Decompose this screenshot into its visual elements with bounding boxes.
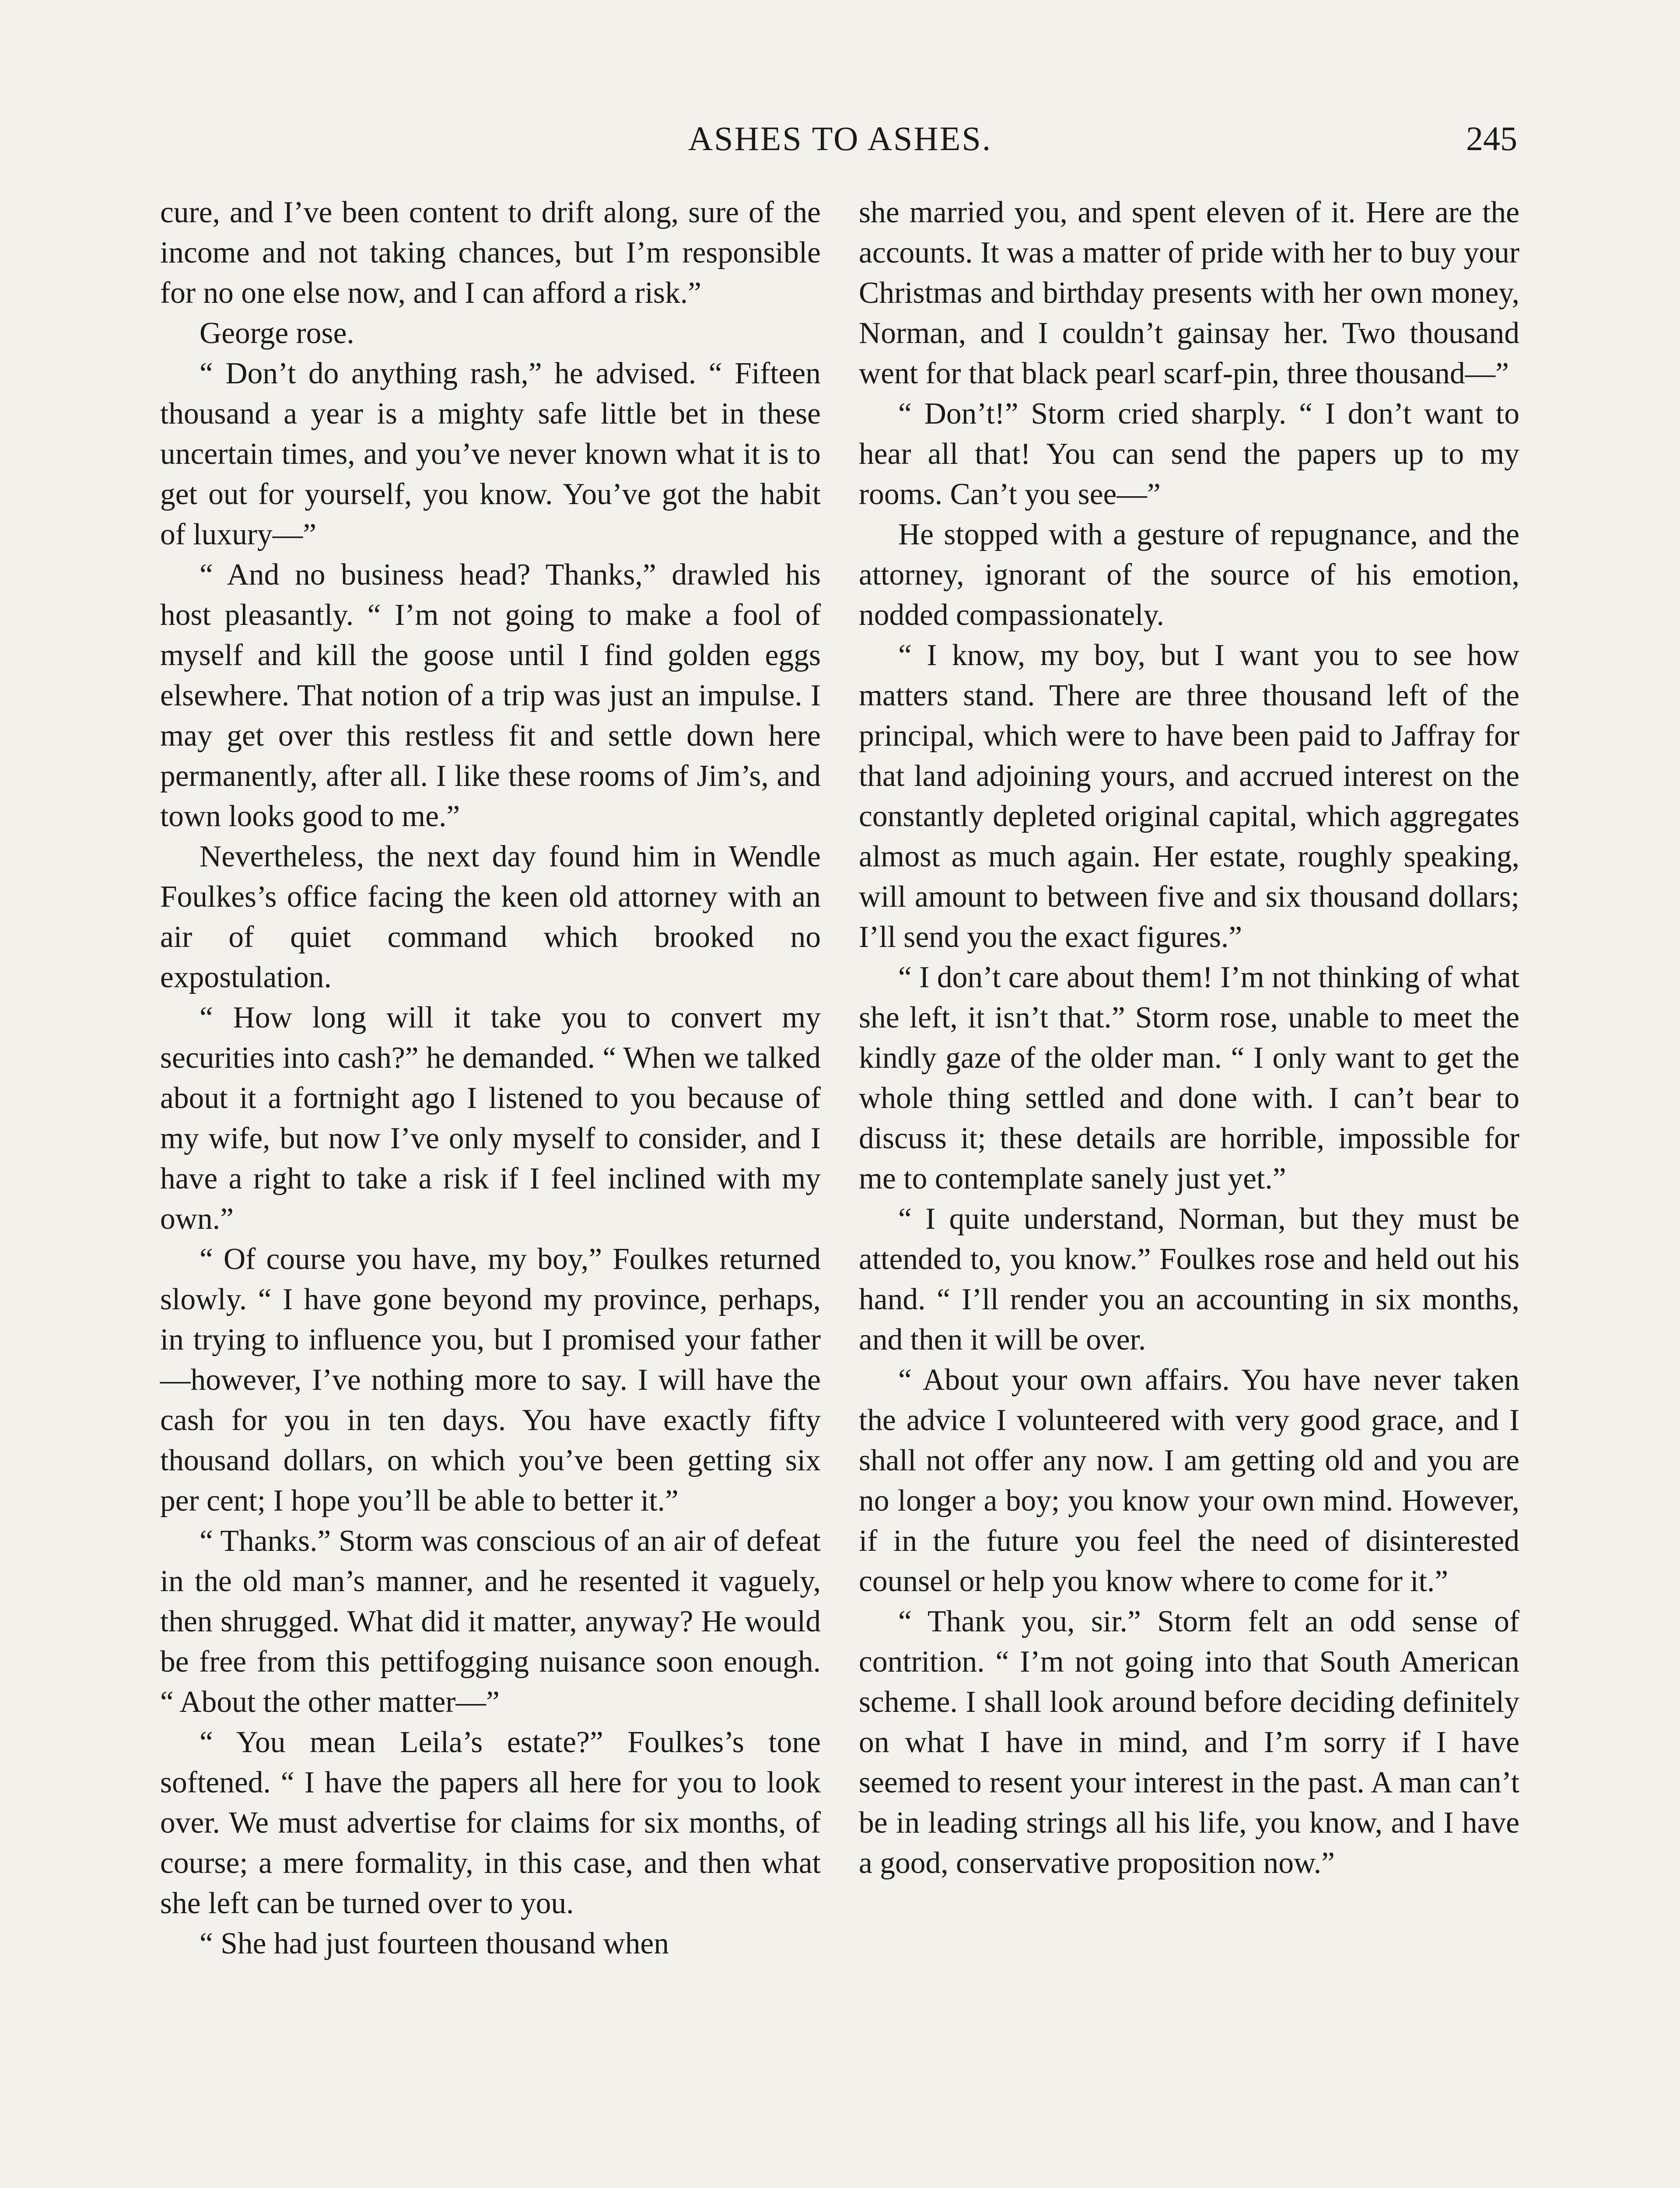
paragraph: “ About your own affairs. You have never taken the advice I volunteered with very good grace, and I shall not offer any now. I am getting old and you are no longer a boy; you know your own mind. However, if in the future you feel the need of disinterested counsel or help you know where to come for it.” — [859, 1363, 1519, 1598]
paragraph: “ I quite understand, Norman, but they must be attended to, you know.” Foulkes rose and held out his hand. “ I’ll render you an accounting in six months, and then it will be over. — [859, 1202, 1519, 1357]
paragraph: “ Of course you have, my boy,” Foulkes returned slowly. “ I have gone beyond my province, perhaps, in trying to influence you, but I promised your father—however, I’ve nothing more to say. I will have the cash for you in ten days. You have exactly fifty thousand dollars, on which you’ve been getting six per cent; I hope you’ll be able to better it.” — [160, 1242, 821, 1518]
paragraph: He stopped with a gesture of repugnance, and the attorney, ignorant of the source of his emotion, nodded compassionately. — [859, 518, 1519, 632]
right-column — [859, 193, 1519, 1883]
paragraph: she married you, and spent eleven of it. Here are the accounts. It was a matter of pride with her to buy your Christmas and birthday presents with her own money, Norman, and I couldn’t gainsay her. Two thousand went for that black pearl scarf-pin, three thousand—” — [859, 196, 1519, 390]
running-title: ASHES TO ASHES. — [688, 119, 992, 158]
left-column — [160, 193, 821, 1964]
paragraph: “ Don’t do anything rash,” he advised. “ Fifteen thousand a year is a mighty safe little bet in these uncertain times, and you’ve never known what it is to get out for yourself, you know. You’ve got the habit of luxury—” — [160, 357, 821, 551]
paragraph: “ I know, my boy, but I want you to see how matters stand. There are three thousand left of the principal, which were to have been paid to Jaffray for that land adjoining yours, and accrued interest on the constantly depleted original capital, which aggregates almost as much again. Her estate, roughly speaking, will amount to between five and six thousand dollars; I’ll send you the exact figures.” — [859, 638, 1519, 954]
paragraph: cure, and I’ve been content to drift along, sure of the income and not taking chances, but I’m responsible for no one else now, and I can afford a risk.” — [160, 196, 821, 310]
paragraph: “ Thanks.” Storm was conscious of an air of defeat in the old man’s manner, and he resented it vaguely, then shrugged. What did it matter, anyway? He would be free from this pettifogging nuisance soon enough. “ About the other matter—” — [160, 1524, 821, 1719]
paragraph: “ Thank you, sir.” Storm felt an odd sense of contrition. “ I’m not going into that South American scheme. I shall look around before deciding definitely on what I have in mind, and I’m sorry if I have seemed to resent your interest in the past. A man can’t be in leading strings all his life, you know, and I have a good, conservative proposition now.” — [859, 1605, 1519, 1880]
paragraph: George rose. — [200, 316, 354, 350]
paragraph: “ You mean Leila’s estate?” Foulkes’s tone softened. “ I have the papers all here for you to look over. We must advertise for claims for six months, of course; a mere formality, in this case, and then what she left can be turned over to you. — [160, 1725, 821, 1920]
paragraph: “ How long will it take you to convert my securities into cash?” he demanded. “ When we talked about it a fortnight ago I listened to you because of my wife, but now I’ve only myself to consider, and I have a right to take a risk if I feel inclined with my own.” — [160, 1001, 821, 1236]
paragraph: “ She had just fourteen thousand when — [200, 1927, 669, 1960]
paragraph: “ And no business head? Thanks,” drawled his host pleasantly. “ I’m not going to make a fool of myself and kill the goose until I find golden eggs elsewhere. That notion of a trip was just an impulse. I may get over this restless fit and settle down here permanently, after all. I like these rooms of Jim’s, and town looks good to me.” — [160, 558, 821, 833]
page-number: 245 — [1466, 119, 1517, 158]
paragraph: Nevertheless, the next day found him in Wendle Foulkes’s office facing the keen old attorney with an air of quiet command which brooked no expostulation. — [160, 840, 821, 994]
paragraph: “ Don’t!” Storm cried sharply. “ I don’t want to hear all that! You can send the papers up to my rooms. Can’t you see—” — [859, 397, 1519, 511]
paragraph: “ I don’t care about them! I’m not thinking of what she left, it isn’t that.” Storm rose, unable to meet the kindly gaze of the older man. “ I only want to get the whole thing settled and done with. I can’t bear to discuss it; these details are horrible, impossible for me to contemplate sanely just yet.” — [859, 961, 1519, 1196]
